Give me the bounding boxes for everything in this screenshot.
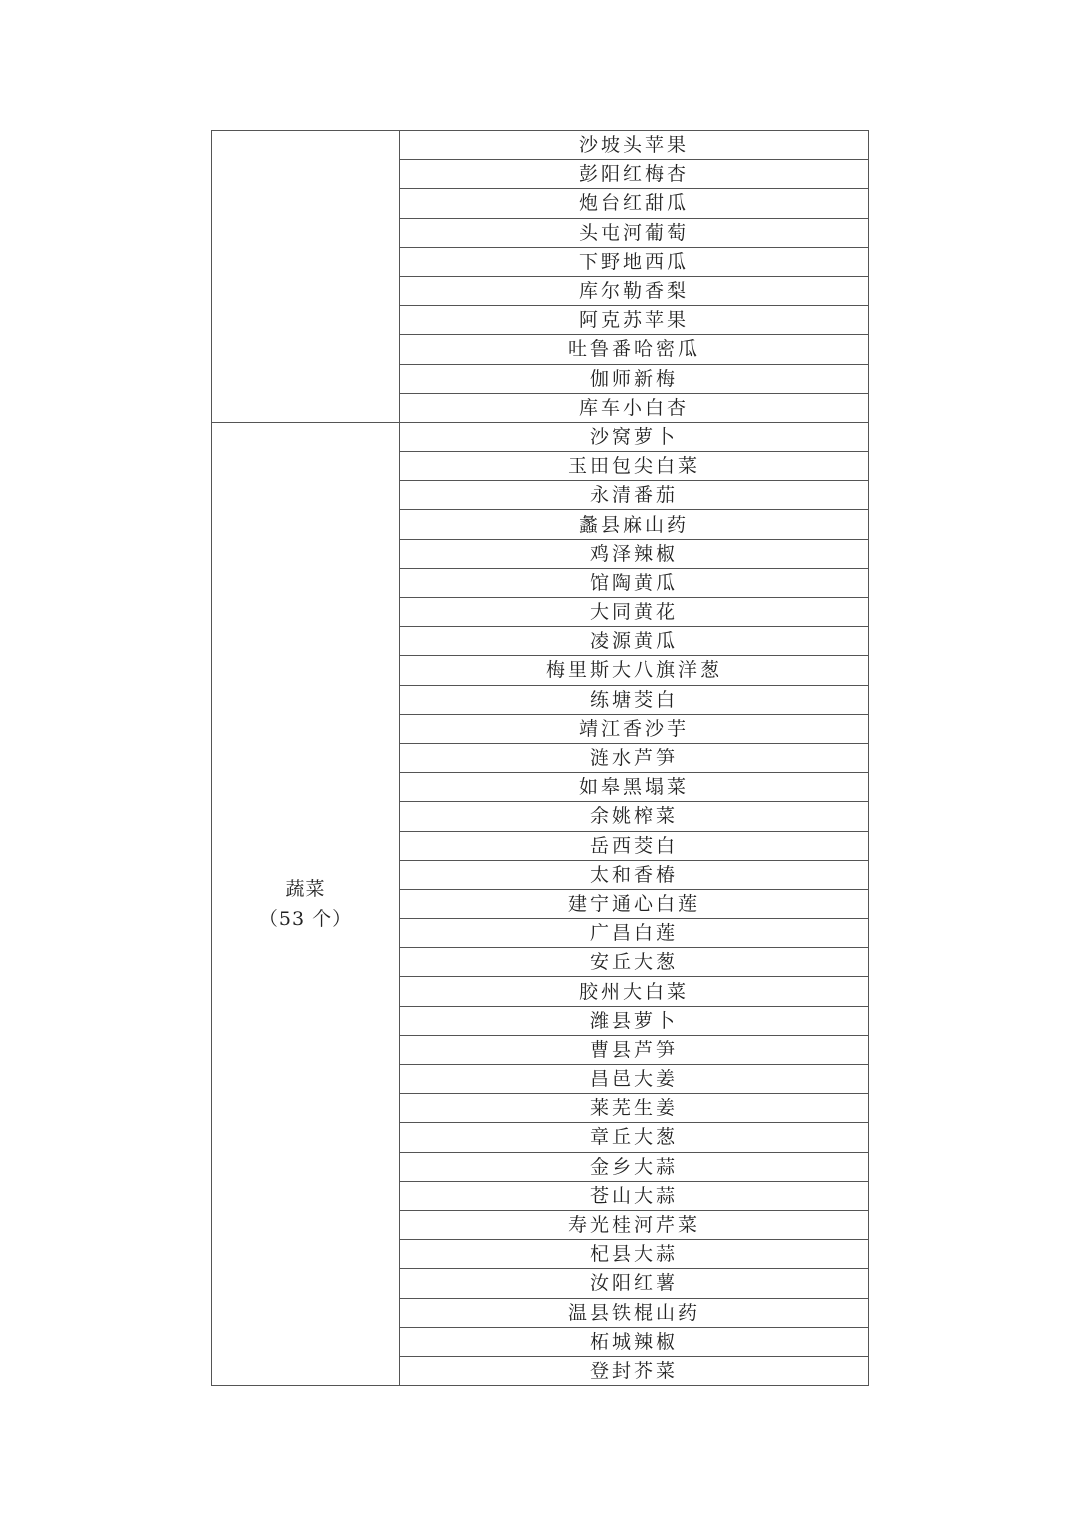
product-name-cell: 金乡大蒜 [400,1152,869,1181]
product-name-cell: 潍县萝卜 [400,1006,869,1035]
product-name-cell: 莱芜生姜 [400,1094,869,1123]
product-name-cell: 温县铁棍山药 [400,1298,869,1327]
product-name-cell: 岳西茭白 [400,831,869,860]
product-name-cell: 涟水芦笋 [400,743,869,772]
product-list-table [211,130,869,1386]
product-name-cell: 下野地西瓜 [400,247,869,276]
product-name-cell: 蠡县麻山药 [400,510,869,539]
product-name-cell: 馆陶黄瓜 [400,568,869,597]
product-name-cell: 头屯河葡萄 [400,218,869,247]
category-cell [212,131,400,423]
product-name-cell: 太和香椿 [400,860,869,889]
category-name: 蔬菜 [285,877,326,900]
table-body [212,131,869,1386]
category-cell [212,422,400,1385]
product-name-cell: 炮台红甜瓜 [400,189,869,218]
product-name-cell: 曹县芦笋 [400,1035,869,1064]
product-name-cell: 如皋黑塌菜 [400,773,869,802]
product-name-cell: 伽师新梅 [400,364,869,393]
product-name-cell: 永清番茄 [400,481,869,510]
product-name-cell: 大同黄花 [400,598,869,627]
product-name-cell: 沙窝萝卜 [400,422,869,451]
product-name-cell: 汝阳红薯 [400,1269,869,1298]
product-name-cell: 沙坡头苹果 [400,131,869,160]
product-name-cell: 寿光桂河芹菜 [400,1210,869,1239]
product-name-cell: 彭阳红梅杏 [400,160,869,189]
product-name-cell: 余姚榨菜 [400,802,869,831]
category-count: （53 个） [258,907,353,930]
product-name-cell: 广昌白莲 [400,919,869,948]
product-name-cell: 柘城辣椒 [400,1327,869,1356]
product-name-cell: 杞县大蒜 [400,1240,869,1269]
product-name-cell: 苍山大蒜 [400,1181,869,1210]
table-row [212,131,869,160]
product-name-cell: 靖江香沙芋 [400,714,869,743]
product-name-cell: 胶州大白菜 [400,977,869,1006]
product-name-cell: 建宁通心白莲 [400,889,869,918]
product-name-cell: 库车小白杏 [400,393,869,422]
product-name-cell: 安丘大葱 [400,948,869,977]
product-name-cell: 练塘茭白 [400,685,869,714]
product-name-cell: 章丘大葱 [400,1123,869,1152]
table-row [212,422,869,451]
product-name-cell: 鸡泽辣椒 [400,539,869,568]
product-name-cell: 登封芥菜 [400,1356,869,1385]
product-name-cell: 昌邑大姜 [400,1065,869,1094]
product-name-cell: 梅里斯大八旗洋葱 [400,656,869,685]
product-name-cell: 吐鲁番哈密瓜 [400,335,869,364]
product-name-cell: 阿克苏苹果 [400,306,869,335]
product-name-cell: 凌源黄瓜 [400,627,869,656]
product-name-cell: 库尔勒香梨 [400,276,869,305]
product-name-cell: 玉田包尖白菜 [400,452,869,481]
